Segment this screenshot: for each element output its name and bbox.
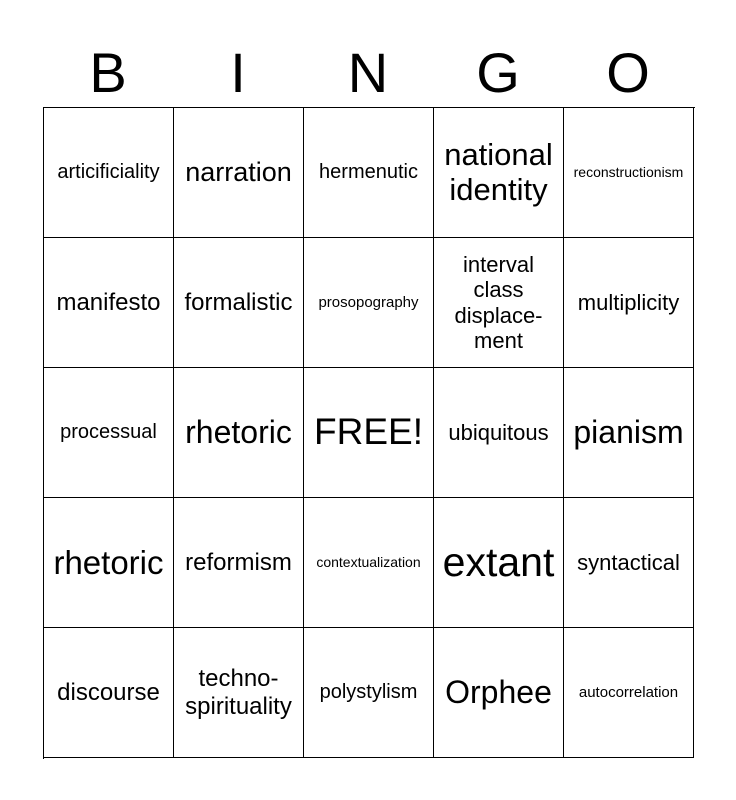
bingo-cell[interactable]: manifesto bbox=[44, 238, 174, 368]
bingo-cell[interactable]: hermenutic bbox=[304, 108, 434, 238]
header-letter-n: N bbox=[347, 41, 389, 104]
bingo-cell[interactable]: ubiquitous bbox=[434, 368, 564, 498]
bingo-board bbox=[43, 107, 695, 759]
bingo-cell[interactable]: formalistic bbox=[174, 238, 304, 368]
bingo-cell[interactable]: techno-spirituality bbox=[174, 628, 304, 758]
bingo-cell[interactable]: reformism bbox=[174, 498, 304, 628]
bingo-cell[interactable]: rhetoric bbox=[44, 498, 174, 628]
bingo-cell[interactable]: narration bbox=[174, 108, 304, 238]
bingo-cell[interactable]: contextualization bbox=[304, 498, 434, 628]
bingo-cell[interactable]: prosopography bbox=[304, 238, 434, 368]
bingo-cell[interactable]: discourse bbox=[44, 628, 174, 758]
bingo-cell[interactable]: autocorrelation bbox=[564, 628, 694, 758]
bingo-cell[interactable]: reconstructionism bbox=[564, 108, 694, 238]
header-letter-o: O bbox=[606, 41, 650, 104]
free-space-cell[interactable]: FREE! bbox=[304, 368, 434, 498]
bingo-cell[interactable]: Orphee bbox=[434, 628, 564, 758]
bingo-cell[interactable]: articificiality bbox=[44, 108, 174, 238]
bingo-cell[interactable]: interval class displace-ment bbox=[434, 238, 564, 368]
bingo-cell[interactable]: polystylism bbox=[304, 628, 434, 758]
bingo-cell[interactable]: multiplicity bbox=[564, 238, 694, 368]
bingo-cell[interactable]: rhetoric bbox=[174, 368, 304, 498]
header-letter-b: B bbox=[89, 41, 127, 104]
header-letter-g: G bbox=[476, 41, 520, 104]
bingo-cell[interactable]: national identity bbox=[434, 108, 564, 238]
header-letter-i: I bbox=[230, 41, 246, 104]
bingo-cell[interactable]: extant bbox=[434, 498, 564, 628]
bingo-cell[interactable]: processual bbox=[44, 368, 174, 498]
bingo-cell[interactable]: syntactical bbox=[564, 498, 694, 628]
bingo-cell[interactable]: pianism bbox=[564, 368, 694, 498]
bingo-header bbox=[43, 40, 693, 106]
